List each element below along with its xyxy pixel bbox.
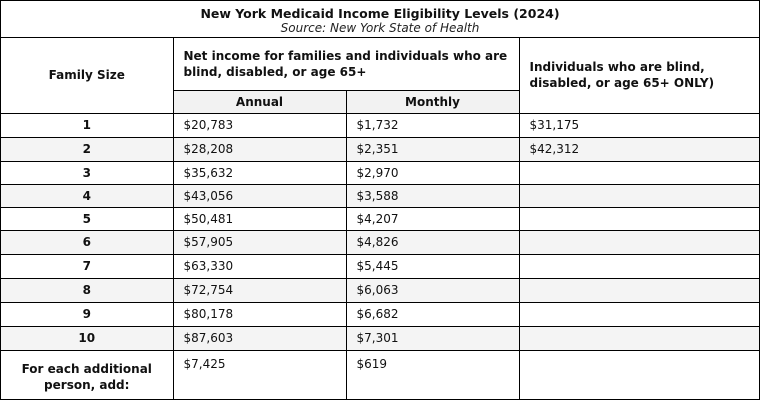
individual-cell bbox=[519, 184, 759, 207]
table-row bbox=[1, 254, 759, 278]
annual-cell: $28,208 bbox=[173, 137, 346, 161]
additional-annual-cell: $7,425 bbox=[173, 350, 346, 400]
family-size-cell: 2 bbox=[1, 137, 173, 161]
additional-individual-cell bbox=[519, 350, 759, 400]
column-header-annual: Annual bbox=[173, 90, 346, 113]
additional-person-label: For each additional person, add: bbox=[1, 350, 173, 400]
table-source: Source: New York State of Health bbox=[280, 21, 480, 35]
monthly-cell: $1,732 bbox=[346, 113, 519, 137]
annual-cell: $50,481 bbox=[173, 207, 346, 230]
individual-cell bbox=[519, 326, 759, 350]
individual-cell bbox=[519, 230, 759, 254]
family-size-cell: 1 bbox=[1, 113, 173, 137]
family-size-cell: 9 bbox=[1, 302, 173, 326]
annual-cell: $72,754 bbox=[173, 278, 346, 302]
annual-cell: $57,905 bbox=[173, 230, 346, 254]
table-row bbox=[1, 278, 759, 302]
column-header-monthly: Monthly bbox=[346, 90, 519, 113]
monthly-cell: $4,826 bbox=[346, 230, 519, 254]
family-size-cell: 3 bbox=[1, 161, 173, 184]
table-row bbox=[1, 230, 759, 254]
monthly-cell: $5,445 bbox=[346, 254, 519, 278]
family-size-cell: 6 bbox=[1, 230, 173, 254]
monthly-cell: $2,351 bbox=[346, 137, 519, 161]
individual-cell bbox=[519, 278, 759, 302]
table-row bbox=[1, 207, 759, 230]
individual-cell: $42,312 bbox=[519, 137, 759, 161]
family-size-cell: 7 bbox=[1, 254, 173, 278]
individual-cell bbox=[519, 254, 759, 278]
individual-cell bbox=[519, 207, 759, 230]
family-size-cell: 4 bbox=[1, 184, 173, 207]
column-header-family-size: Family Size bbox=[1, 38, 173, 113]
column-header-net-income: Net income for families and individuals who are blind, disabled, or age 65+ bbox=[173, 38, 519, 90]
annual-cell: $35,632 bbox=[173, 161, 346, 184]
table-title: New York Medicaid Income Eligibility Levels (2024) bbox=[200, 6, 560, 21]
table-row bbox=[1, 184, 759, 207]
monthly-cell: $2,970 bbox=[346, 161, 519, 184]
monthly-cell: $7,301 bbox=[346, 326, 519, 350]
annual-cell: $20,783 bbox=[173, 113, 346, 137]
table-row bbox=[1, 161, 759, 184]
additional-monthly-cell: $619 bbox=[346, 350, 519, 400]
table-row bbox=[1, 137, 759, 161]
individual-cell bbox=[519, 161, 759, 184]
annual-cell: $80,178 bbox=[173, 302, 346, 326]
monthly-cell: $4,207 bbox=[346, 207, 519, 230]
monthly-cell: $6,682 bbox=[346, 302, 519, 326]
individual-cell bbox=[519, 302, 759, 326]
column-header-individuals: Individuals who are blind, disabled, or age 65+ ONLY) bbox=[519, 38, 759, 113]
monthly-cell: $6,063 bbox=[346, 278, 519, 302]
individual-cell: $31,175 bbox=[519, 113, 759, 137]
table-header bbox=[1, 1, 759, 38]
family-size-cell: 10 bbox=[1, 326, 173, 350]
table-row-additional bbox=[1, 350, 759, 400]
family-size-cell: 5 bbox=[1, 207, 173, 230]
table-row bbox=[1, 302, 759, 326]
family-size-cell: 8 bbox=[1, 278, 173, 302]
annual-cell: $87,603 bbox=[173, 326, 346, 350]
annual-cell: $43,056 bbox=[173, 184, 346, 207]
monthly-cell: $3,588 bbox=[346, 184, 519, 207]
table-row bbox=[1, 113, 759, 137]
table-row bbox=[1, 326, 759, 350]
eligibility-table bbox=[1, 38, 759, 400]
annual-cell: $63,330 bbox=[173, 254, 346, 278]
